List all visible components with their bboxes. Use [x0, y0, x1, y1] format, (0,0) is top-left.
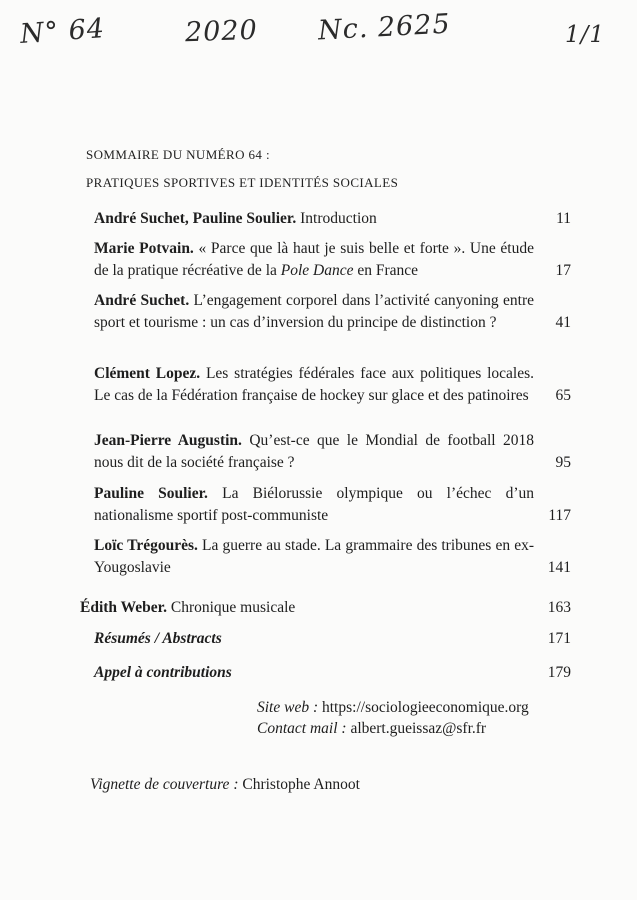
entry-page: 17 — [555, 262, 571, 279]
entry-title-part: « Parce que là haut je suis belle et forte ». Une étude de la pratique récréative de la — [94, 240, 534, 279]
entry-title: Introduction — [296, 210, 377, 227]
resumes-page: 171 — [547, 630, 571, 647]
entry-title: Qu’est-ce que le Mondial de football 2018 nous dit de la société française ? — [94, 432, 534, 471]
entry-title: La Biélorussie olympique ou l’échec d’un nationalisme sportif post-communiste — [94, 485, 534, 524]
entry-page: 141 — [547, 559, 571, 576]
resumes-label: Résumés / Abstracts — [94, 630, 222, 647]
contact-block — [257, 697, 529, 739]
entry-title: L’engagement corporel dans l’activité canyoning entre sport et tourisme : un cas d’inversion du principe de distinction ? — [94, 292, 535, 331]
toc-entry — [94, 483, 571, 527]
entry-authors: Jean-Pierre Augustin. — [94, 432, 242, 449]
toc-entry — [94, 208, 571, 230]
chronique-entry — [80, 597, 571, 619]
sommaire-heading: SOMMAIRE DU NUMÉRO 64 : — [86, 147, 270, 162]
entry-authors: Marie Potvain. — [94, 240, 194, 257]
chronique-author: Édith Weber. — [80, 599, 167, 616]
entry-page: 117 — [548, 507, 571, 524]
entry-title: Les stratégies fédérales face aux politiques locales. Le cas de la Fédération française de hockey sur glace et des patinoires — [94, 365, 534, 404]
handwritten-corner-note: 1/1 — [565, 22, 606, 48]
mail-label: Contact mail : — [257, 720, 347, 737]
entry-title: La guerre au stade. La grammaire des tribunes en ex-Yougoslavie — [94, 537, 535, 576]
entry-page: 95 — [555, 454, 571, 471]
toc-entry — [94, 535, 571, 579]
theme-heading: PRATIQUES SPORTIVES ET IDENTITÉS SOCIALES — [86, 175, 399, 190]
entry-authors: Clément Lopez. — [94, 365, 201, 382]
entry-authors: André Suchet, Pauline Soulier. — [94, 210, 297, 227]
chronique-page: 163 — [547, 599, 571, 616]
handwritten-issue-note: N° 64 — [19, 13, 107, 50]
cover-label: Vignette de couverture : — [90, 776, 239, 793]
toc-entry — [94, 430, 571, 474]
site-label: Site web : — [257, 699, 319, 716]
toc-entry — [94, 290, 571, 334]
toc-entry — [94, 238, 571, 282]
appel-label: Appel à contributions — [94, 664, 232, 681]
entry-title-part: en France — [353, 262, 419, 279]
handwritten-nc-note: Nc. 2625 — [317, 8, 452, 47]
resumes-entry — [94, 628, 571, 650]
entry-authors: Loïc Trégourès. — [94, 537, 198, 554]
appel-entry — [94, 662, 571, 684]
entry-page: 65 — [555, 387, 571, 404]
cover-artist: Christophe Annoot — [238, 776, 360, 793]
site-url: https://sociologieeconomique.org — [318, 699, 529, 716]
mail-address: albert.gueissaz@sfr.fr — [346, 720, 487, 737]
entry-page: 41 — [555, 314, 571, 331]
entry-page: 11 — [556, 210, 571, 227]
entry-authors: André Suchet. — [94, 292, 190, 309]
entry-title-italic: Pole Dance — [280, 262, 354, 279]
cover-credit — [90, 776, 360, 794]
handwritten-year-note: 2020 — [184, 14, 259, 49]
appel-page: 179 — [547, 664, 571, 681]
chronique-title: Chronique musicale — [167, 599, 296, 616]
entry-authors: Pauline Soulier. — [94, 485, 208, 502]
toc-entry — [94, 363, 571, 407]
